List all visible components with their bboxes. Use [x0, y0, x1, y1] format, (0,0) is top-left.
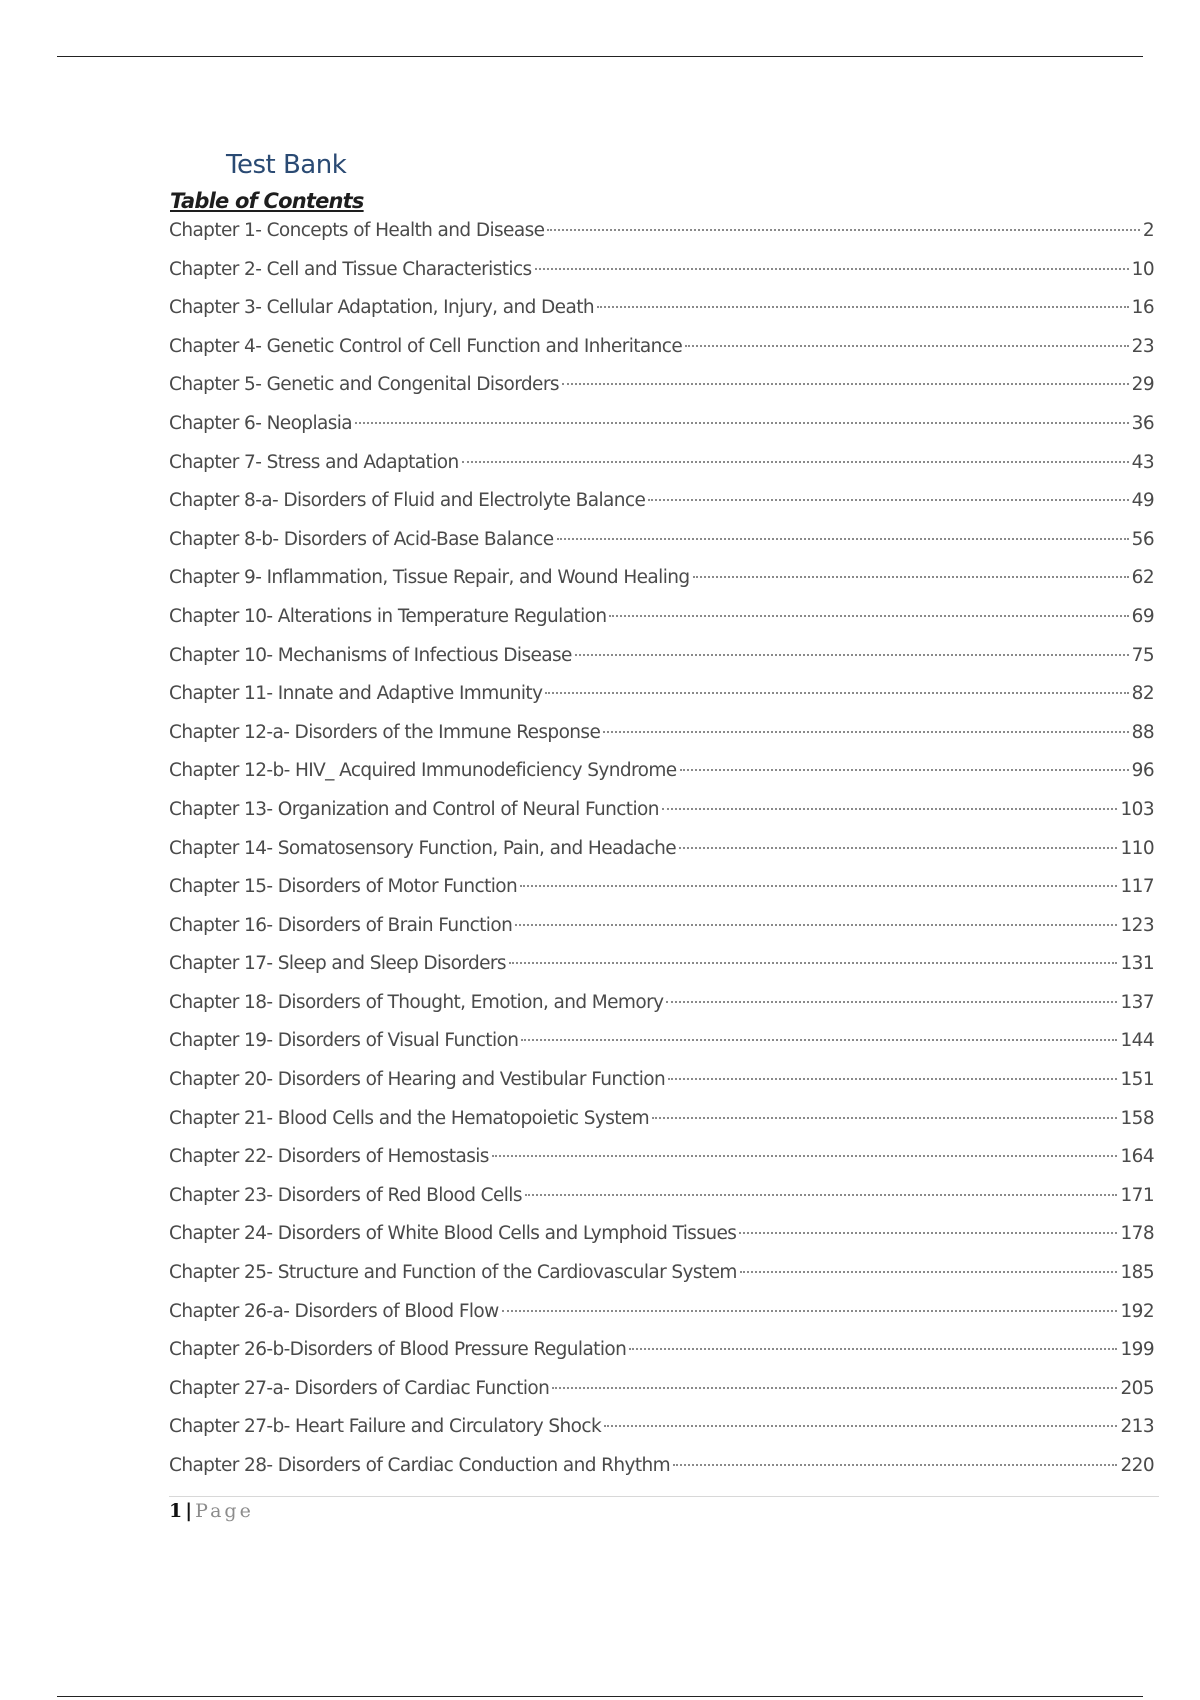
toc-entry-page: 185	[1120, 1262, 1154, 1284]
footer-page-number: 1	[169, 1500, 183, 1522]
toc-entry-page: 69	[1131, 605, 1154, 627]
toc-entry[interactable]	[169, 1024, 1154, 1063]
toc-entry-page: 199	[1120, 1339, 1154, 1361]
toc-entry-label: Chapter 7- Stress and Adaptation	[169, 451, 459, 473]
toc-entry-page: 62	[1131, 567, 1154, 589]
toc-dot-leader	[525, 1194, 1118, 1196]
toc-entry-page: 43	[1131, 451, 1154, 473]
toc-entry[interactable]	[169, 1140, 1154, 1179]
toc-dot-leader	[535, 268, 1129, 270]
toc-dot-leader	[521, 1039, 1117, 1041]
toc-entry-page: 213	[1120, 1416, 1154, 1438]
toc-entry-page: 75	[1131, 644, 1154, 666]
toc-entry-page: 103	[1120, 798, 1154, 820]
toc-entry[interactable]	[169, 986, 1154, 1025]
toc-dot-leader	[673, 1464, 1117, 1466]
toc-entry-page: 82	[1131, 683, 1154, 705]
toc-dot-leader	[492, 1155, 1118, 1157]
toc-entry-page: 49	[1131, 490, 1154, 512]
toc-entry-label: Chapter 28- Disorders of Cardiac Conduction and Rhythm	[169, 1455, 671, 1476]
toc-entry-label: Chapter 18- Disorders of Thought, Emotion, and Memory	[169, 991, 664, 1013]
toc-entry[interactable]	[169, 600, 1154, 639]
toc-dot-leader	[668, 1078, 1117, 1080]
toc-dot-leader	[557, 538, 1129, 540]
toc-entry[interactable]	[169, 677, 1154, 716]
toc-entry[interactable]	[169, 909, 1154, 948]
toc-entry[interactable]	[169, 330, 1154, 369]
toc-entry[interactable]	[169, 639, 1154, 678]
toc-entry-page: 151	[1120, 1069, 1154, 1091]
toc-dot-leader	[603, 731, 1128, 733]
toc-entry-label: Chapter 25- Structure and Function of the Cardiovascular System	[169, 1262, 737, 1284]
bottom-rule	[57, 1696, 1143, 1697]
toc-entry-label: Chapter 26-a- Disorders of Blood Flow	[169, 1300, 499, 1322]
toc-dot-leader	[562, 383, 1129, 385]
toc-entry[interactable]	[169, 1295, 1154, 1334]
toc-dot-leader	[609, 615, 1128, 617]
toc-entry[interactable]	[169, 716, 1154, 755]
toc-entry-label: Chapter 24- Disorders of White Blood Cells and Lymphoid Tissues	[169, 1223, 737, 1245]
toc-entry[interactable]	[169, 1410, 1154, 1449]
toc-entry-label: Chapter 12-a- Disorders of the Immune Response	[169, 721, 601, 743]
toc-entry-label: Chapter 16- Disorders of Brain Function	[169, 914, 513, 936]
toc-dot-leader	[515, 924, 1117, 926]
toc-entry-label: Chapter 2- Cell and Tissue Characteristics	[169, 258, 532, 280]
toc-dot-leader	[652, 1117, 1117, 1119]
toc-entry-label: Chapter 6- Neoplasia	[169, 412, 353, 434]
toc-entry-page: 56	[1131, 528, 1154, 550]
toc-dot-leader	[679, 847, 1117, 849]
toc-dot-leader	[629, 1348, 1117, 1350]
toc-dot-leader	[604, 1425, 1117, 1427]
toc-entry-page: 2	[1142, 220, 1154, 241]
toc-dot-leader	[648, 499, 1128, 501]
toc-entry-page: 16	[1131, 297, 1154, 319]
header-rule	[57, 56, 1143, 57]
toc-entry[interactable]	[169, 947, 1154, 986]
toc-entry-label: Chapter 10- Mechanisms of Infectious Disease	[169, 644, 572, 666]
toc-entry-page: 10	[1131, 258, 1154, 280]
toc-entry-label: Chapter 15- Disorders of Motor Function	[169, 876, 518, 898]
toc-entry-label: Chapter 22- Disorders of Hemostasis	[169, 1146, 489, 1168]
toc-dot-leader	[680, 769, 1129, 771]
toc-entry-label: Chapter 17- Sleep and Sleep Disorders	[169, 953, 506, 975]
toc-entry-label: Chapter 11- Innate and Adaptive Immunity	[169, 683, 543, 705]
toc-entry-page: 96	[1131, 760, 1154, 782]
footer-rule	[169, 1496, 1159, 1497]
toc-entry-label: Chapter 23- Disorders of Red Blood Cells	[169, 1184, 522, 1206]
toc-entry-page: 205	[1120, 1377, 1154, 1399]
toc-dot-leader	[502, 1310, 1118, 1312]
toc-entry[interactable]	[169, 484, 1154, 523]
toc-dot-leader	[462, 461, 1129, 463]
toc-entry[interactable]	[169, 1449, 1154, 1488]
toc-entry-page: 158	[1120, 1107, 1154, 1129]
document-title: Test Bank	[226, 150, 347, 180]
toc-entry-label: Chapter 8-b- Disorders of Acid-Base Balance	[169, 528, 554, 550]
toc-entry[interactable]	[169, 870, 1154, 909]
toc-entry[interactable]	[169, 754, 1154, 793]
toc-dot-leader	[739, 1232, 1117, 1234]
toc-dot-leader	[666, 1001, 1117, 1003]
toc-entry-page: 192	[1120, 1300, 1154, 1322]
toc-dot-leader	[520, 885, 1117, 887]
toc-entry-page: 144	[1120, 1030, 1154, 1052]
toc-dot-leader	[597, 306, 1129, 308]
toc-entry-label: Chapter 27-b- Heart Failure and Circulatory Shock	[169, 1416, 602, 1438]
toc-entry-label: Chapter 19- Disorders of Visual Function	[169, 1030, 519, 1052]
toc-entry[interactable]	[169, 407, 1154, 446]
toc-entry-label: Chapter 3- Cellular Adaptation, Injury, and Death	[169, 297, 594, 319]
footer-page-word: Page	[195, 1500, 254, 1522]
toc-entry-page: 123	[1120, 914, 1154, 936]
toc-heading: Table of Contents	[170, 189, 364, 213]
toc-entry[interactable]	[169, 561, 1154, 600]
toc-entry-label: Chapter 4- Genetic Control of Cell Function and Inheritance	[169, 335, 683, 357]
table-of-contents	[169, 214, 1154, 1488]
toc-dot-leader	[693, 576, 1129, 578]
toc-entry-page: 178	[1120, 1223, 1154, 1245]
toc-entry-label: Chapter 21- Blood Cells and the Hematopoietic System	[169, 1107, 650, 1129]
toc-entry-label: Chapter 20- Disorders of Hearing and Vestibular Function	[169, 1069, 666, 1091]
toc-dot-leader	[685, 345, 1129, 347]
toc-dot-leader	[575, 654, 1129, 656]
toc-entry-label: Chapter 12-b- HIV_ Acquired Immunodeficiency Syndrome	[169, 760, 677, 782]
toc-entry-page: 117	[1120, 876, 1154, 898]
toc-dot-leader	[552, 1387, 1117, 1389]
toc-entry[interactable]	[169, 1063, 1154, 1102]
toc-entry-label: Chapter 26-b-Disorders of Blood Pressure Regulation	[169, 1339, 627, 1361]
toc-entry[interactable]	[169, 1217, 1154, 1256]
toc-entry[interactable]	[169, 832, 1154, 871]
toc-entry-page: 88	[1131, 721, 1154, 743]
toc-entry-page: 29	[1131, 374, 1154, 396]
toc-entry[interactable]	[169, 253, 1154, 292]
toc-entry[interactable]	[169, 793, 1154, 832]
toc-entry-page: 171	[1120, 1184, 1154, 1206]
toc-entry[interactable]	[169, 368, 1154, 407]
toc-dot-leader	[545, 692, 1128, 694]
toc-entry[interactable]	[169, 291, 1154, 330]
toc-entry-page: 137	[1120, 991, 1154, 1013]
toc-dot-leader	[662, 808, 1118, 810]
toc-entry-page: 23	[1131, 335, 1154, 357]
toc-entry[interactable]	[169, 1102, 1154, 1141]
toc-entry-label: Chapter 10- Alterations in Temperature Regulation	[169, 605, 607, 627]
toc-entry-label: Chapter 13- Organization and Control of Neural Function	[169, 798, 659, 820]
toc-dot-leader	[740, 1271, 1118, 1273]
toc-dot-leader	[509, 962, 1118, 964]
toc-entry-page: 164	[1120, 1146, 1154, 1168]
toc-entry[interactable]	[169, 1333, 1154, 1372]
toc-entry-page: 220	[1120, 1455, 1154, 1476]
toc-entry[interactable]	[169, 523, 1154, 562]
toc-entry[interactable]	[169, 214, 1154, 253]
page-footer	[169, 1500, 254, 1522]
footer-separator: |	[185, 1500, 193, 1522]
toc-entry-page: 36	[1131, 412, 1154, 434]
toc-entry-page: 131	[1120, 953, 1154, 975]
toc-entry-label: Chapter 9- Inflammation, Tissue Repair, and Wound Healing	[169, 567, 690, 589]
toc-entry[interactable]	[169, 1372, 1154, 1411]
toc-entry[interactable]	[169, 1179, 1154, 1218]
toc-entry-label: Chapter 1- Concepts of Health and Disease	[169, 220, 545, 241]
toc-entry-label: Chapter 14- Somatosensory Function, Pain, and Headache	[169, 837, 677, 859]
toc-entry-label: Chapter 27-a- Disorders of Cardiac Function	[169, 1377, 550, 1399]
toc-dot-leader	[547, 229, 1139, 231]
toc-entry-label: Chapter 8-a- Disorders of Fluid and Electrolyte Balance	[169, 490, 646, 512]
toc-dot-leader	[355, 422, 1129, 424]
toc-entry-page: 110	[1120, 837, 1154, 859]
toc-entry-label: Chapter 5- Genetic and Congenital Disorders	[169, 374, 559, 396]
toc-entry[interactable]	[169, 446, 1154, 485]
toc-entry[interactable]	[169, 1256, 1154, 1295]
